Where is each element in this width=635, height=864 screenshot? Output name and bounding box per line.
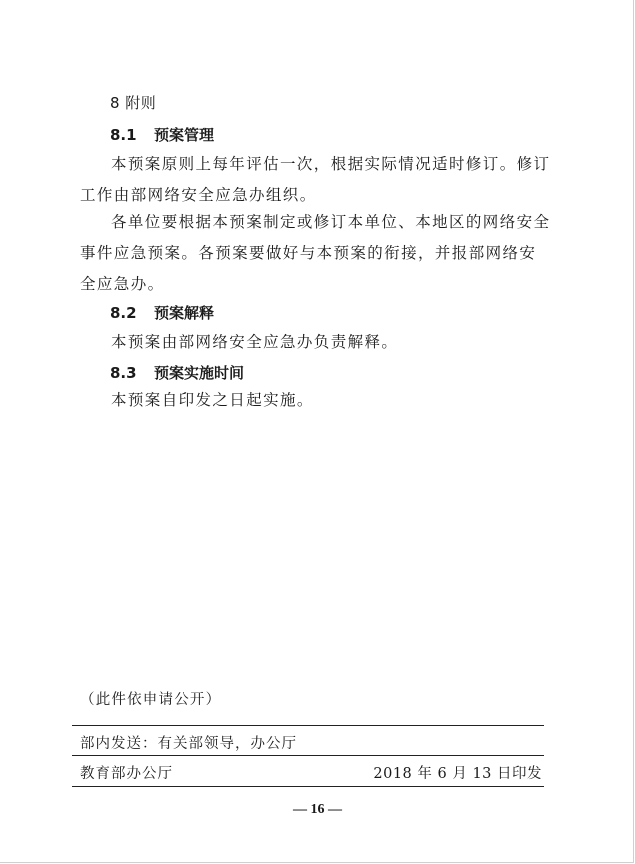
subsection-title: 预案解释: [154, 304, 215, 322]
subsection-number: 8.2: [110, 304, 137, 322]
paragraph: 本预案原则上每年评估一次，根据实际情况适时修订。修订工作由部网络安全应急办组织。: [80, 155, 551, 204]
subsection-heading-8-3: [110, 362, 244, 383]
subsection-number: 8.1: [110, 126, 137, 144]
subsection-title: 预案管理: [154, 126, 215, 144]
chapter-title: 8 附则: [110, 94, 157, 112]
subsection-heading-8-1: [110, 124, 214, 145]
public-disclosure-note: （此件依申请公开）: [80, 692, 222, 708]
page-number: — 16 —: [293, 802, 342, 817]
paragraph: 本预案由部网络安全应急办负责解释。: [111, 333, 399, 351]
print-date: 2018 年 6 月 13 日印发: [373, 766, 542, 782]
divider-bottom: [72, 786, 544, 787]
issuer: 教育部办公厅: [80, 766, 173, 782]
subsection-title: 预案实施时间: [154, 364, 245, 382]
paragraph: 各单位要根据本预案制定或修订本单位、本地区的网络安全事件应急预案。各预案要做好与本预案的衔接，并报部网络安全应急办。: [80, 213, 551, 293]
distribution-line: 部内发送：有关部领导，办公厅: [80, 736, 297, 752]
divider-middle: [72, 755, 544, 756]
divider-top: [72, 725, 544, 726]
subsection-heading-8-2: [110, 302, 214, 323]
paragraph: 本预案自印发之日起实施。: [111, 391, 314, 409]
subsection-number: 8.3: [110, 364, 137, 382]
